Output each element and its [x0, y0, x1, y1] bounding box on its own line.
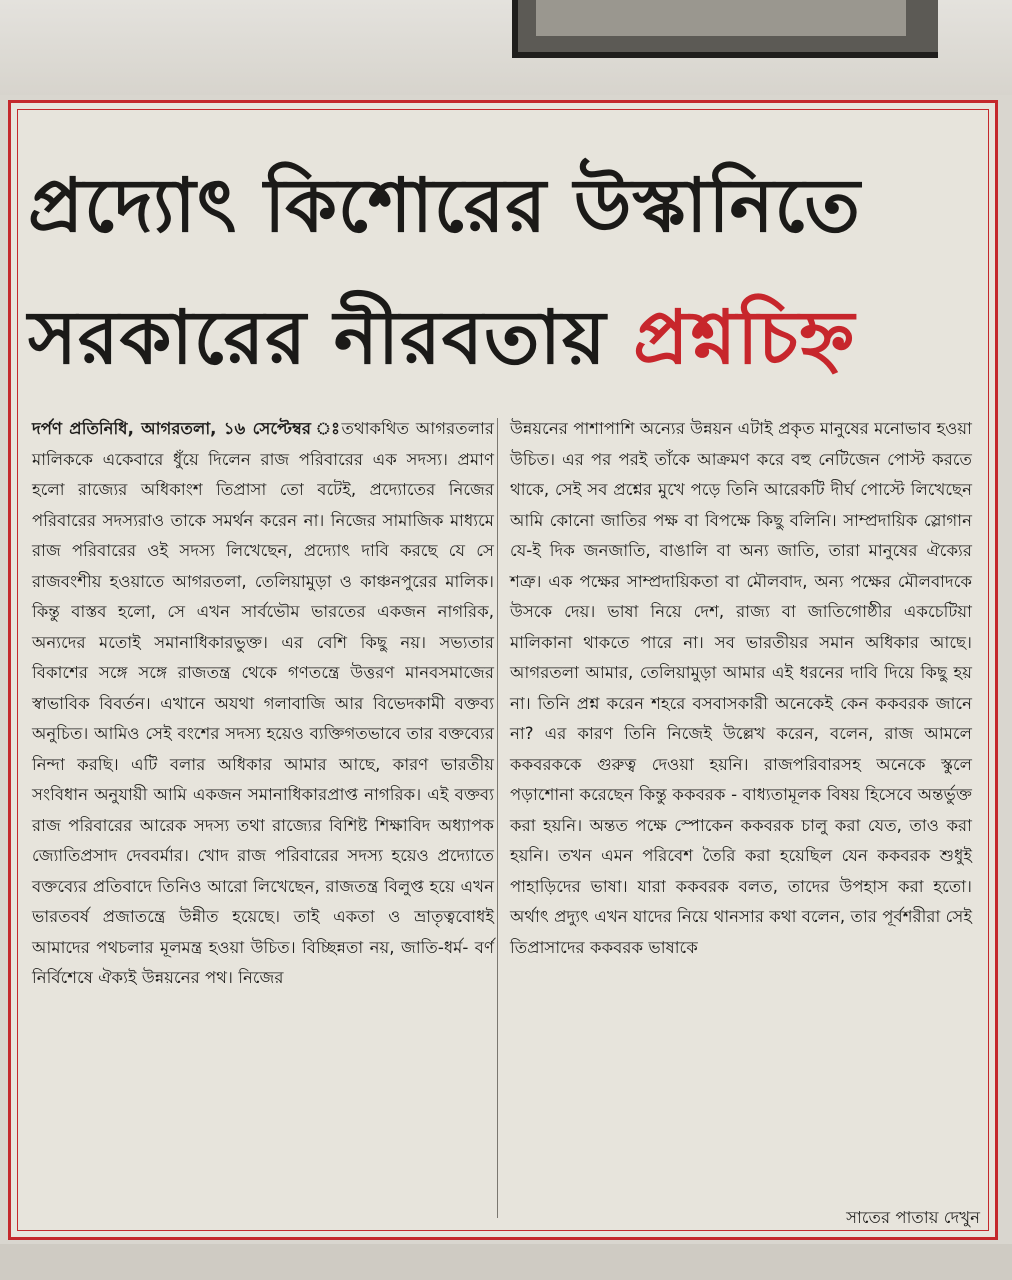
continued-on-page: সাতের পাতায় দেখুন	[846, 1208, 980, 1227]
headline-accent: প্রশ্নচিহ্ন	[633, 295, 856, 381]
next-article-strip	[0, 1244, 1012, 1280]
headline-line-2-main: সরকারের নীরবতায়	[28, 295, 607, 381]
article-column-right	[510, 414, 972, 963]
headline-line-2	[28, 282, 984, 405]
right-column-body: উন্নয়নের পাশাপাশি অন্যের উন্নয়ন এটাই প্রকৃত মানুষের মনোভাব হওয়া উচিত। এর পর পরই তাঁকে আক্রমণ করে বহু নেটিজেন পোস্ট করতে থাকে, সেই সব প্রশ্নের মুখে পড়ে তিনি আরেকটি দীর্ঘ পোস্টে লিখেছেন আমি কোনো জাতির পক্ষ বা বিপক্ষে কিছু বলিনি। সাম্প্রদায়িক স্লোগান যে-ই দিক জনজাতি, বাঙালি বা অন্য জাতি, তারা মানুষের ঐক্যের শত্রু। এক পক্ষের সাম্প্রদায়িকতা বা মৌলবাদ, অন্য পক্ষের মৌলবাদকে উসকে দেয়। ভাষা নিয়ে দেশ, রাজ্য বা জাতিগোষ্ঠীর একচেটিয়া মালিকানা থাকতে পারে না। সব ভারতীয়র সমান অধিকার আছে। আগরতলা আমার, তেলিয়ামুড়া আমার এই ধরনের দাবি দিয়ে কিছু হয় না। তিনি প্রশ্ন করেন শহরে বসবাসকারী অনেকেই কেন ককবরক জানে না? এর কারণ তিনি নিজেই উল্লেখ করেন, বলেন, রাজ আমলে ককবরককে গুরুত্ব দেওয়া হয়নি। রাজপরিবারসহ অনেকে স্কুলে পড়াশোনা করেছেন কিন্তু ককবরক - বাধ্যতামূলক বিষয় হিসেবে অন্তর্ভুক্ত করা হয়নি। অন্তত পক্ষে স্পোকেন ককবরক চালু করা যেত, তাও করা হয়নি। তখন এমন পরিবেশ তৈরি করা হয়েছিল যেন ককবরক শুধুই পাহাড়িদের ভাষা। যারা ককবরক বলত, তাদের উপহাস করা হতো। অর্থাৎ প্রদ্যুৎ এখন যাদের নিয়ে থানসার কথা বলেন, তার পূর্বশরীরা সেই তিপ্রাসাদের ককবরক ভাষাকে	[510, 419, 972, 957]
top-photo-inner	[536, 0, 906, 36]
headline-line-1: প্রদ্যোৎ কিশোরের উস্কানিতে	[28, 163, 861, 249]
article-column-left	[32, 414, 494, 994]
top-photo	[512, 0, 938, 58]
dateline: দর্পণ প্রতিনিধি, আগরতলা, ১৬ সেপ্টেম্বর ঃ	[32, 419, 342, 438]
column-divider	[497, 418, 498, 1218]
left-column-body: তথাকথিত আগরতলার মালিককে একেবারে ধুঁয়ে দিলেন রাজ পরিবারের এক সদস্য। প্রমাণ হলো রাজ্যের অধিকাংশ তিপ্রাসা তো বটেই, প্রদ্যোতের নিজের পরিবারের সদস্যরাও তাকে সমর্থন করেন না। নিজের সামাজিক মাধ্যমে রাজ পরিবারের ওই সদস্য লিখেছেন, প্রদ্যোৎ দাবি করছে যে সে রাজবংশীয় হওয়াতে আগরতলা, তেলিয়ামুড়া ও কাঞ্চনপুরের মালিক। কিন্তু বাস্তব হলো, সে এখন সার্বভৌম ভারতের একজন নাগরিক, অন্যদের মতোই সমানাধিকারভুক্ত। এর বেশি কিছু নয়। সভ্যতার বিকাশের সঙ্গে সঙ্গে রাজতন্ত্র থেকে গণতন্ত্রে উত্তরণ মানবসমাজের স্বাভাবিক বিবর্তন। এখানে অযথা গলাবাজি আর বিভেদকামী বক্তব্য অনুচিত। আমিও সেই বংশের সদস্য হয়েও ব্যক্তিগতভাবে তার বক্তব্যের নিন্দা করছি। এটি বলার অধিকার আমার আছে, কারণ ভারতীয় সংবিধান অনুযায়ী আমি একজন সমানাধিকারপ্রাপ্ত নাগরিক। এই বক্তব্য রাজ পরিবারের আরেক সদস্য তথা রাজ্যের বিশিষ্ট শিক্ষাবিদ অধ্যাপক জ্যোতিপ্রসাদ দেববর্মার। খোদ রাজ পরিবারের সদস্য হয়েও প্রদ্যোতে বক্তব্যের প্রতিবাদে তিনিও আরো লিখেছেন, রাজতন্ত্র বিলুপ্ত হয়ে এখন ভারতবর্ষ প্রজাতন্ত্রে উন্নীত হয়েছে। তাই একতা ও ভ্রাতৃত্ববোধই আমাদের পথচলার মূলমন্ত্র হওয়া উচিত। বিচ্ছিন্নতা নয়, জাতি-ধর্ম- বর্ণ নির্বিশেষে ঐক্যই উন্নয়নের পথ। নিজের	[32, 419, 494, 987]
